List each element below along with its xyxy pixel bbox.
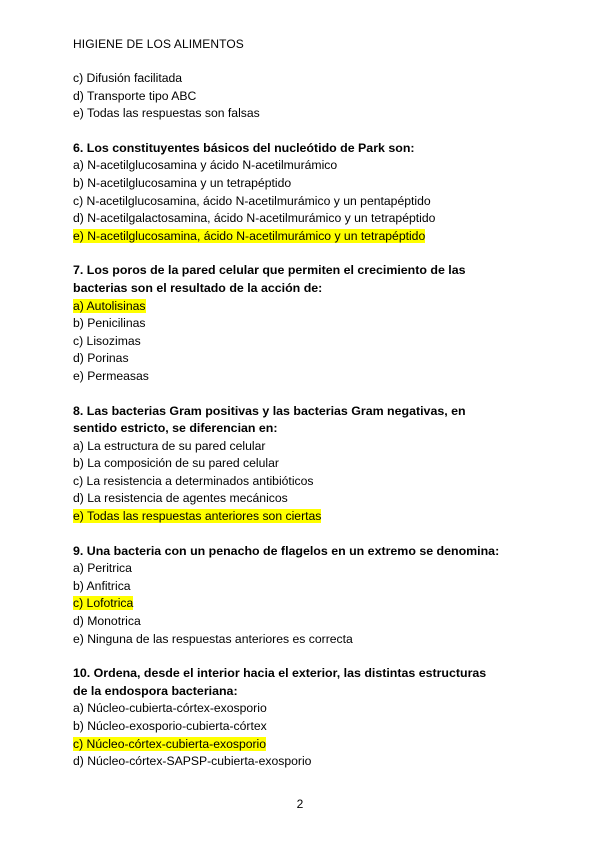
previous-question-options bbox=[73, 70, 533, 123]
answer-option bbox=[73, 473, 533, 491]
page-header: HIGIENE DE LOS ALIMENTOS bbox=[73, 37, 244, 51]
answer-option bbox=[73, 631, 533, 649]
question-text: sentido estricto, se diferencian en: bbox=[73, 421, 278, 436]
page-number: 2 bbox=[296, 797, 304, 811]
answer-option bbox=[73, 438, 533, 456]
question-text: de la endospora bacteriana: bbox=[73, 683, 238, 698]
question-block bbox=[73, 262, 533, 385]
option-line: d) Transporte tipo ABC bbox=[73, 88, 197, 103]
option-text: b) La composición de su pared celular bbox=[73, 456, 279, 471]
option-text: d) N-acetilgalactosamina, ácido N-acetilmurámico y un tetrapéptido bbox=[73, 211, 436, 226]
answer-option bbox=[73, 753, 533, 771]
option-text: d) Monotrica bbox=[73, 614, 141, 629]
question-block bbox=[73, 665, 533, 771]
question-text: 10. Ordena, desde el interior hacia el exterior, las distintas estructuras bbox=[73, 666, 487, 681]
option-text: c) N-acetilglucosamina, ácido N-acetilmurámico y un pentapéptido bbox=[73, 193, 431, 208]
option-text: a) Autolisinas bbox=[73, 298, 146, 313]
option-text: b) Penicilinas bbox=[73, 316, 146, 331]
question-text: 8. Las bacterias Gram positivas y las bacterias Gram negativas, en bbox=[73, 403, 466, 418]
question-text: 6. Los constituyentes básicos del nucleótido de Park son: bbox=[73, 140, 415, 155]
option-text: d) La resistencia de agentes mecánicos bbox=[73, 491, 288, 506]
correct-answer-option bbox=[73, 228, 533, 246]
question-text: bacterias son el resultado de la acción de: bbox=[73, 280, 323, 295]
option-text: a) Núcleo-cubierta-córtex-exosporio bbox=[73, 701, 267, 716]
answer-option bbox=[73, 333, 533, 351]
correct-answer-option bbox=[73, 508, 533, 526]
option-text: e) Permeasas bbox=[73, 368, 149, 383]
answer-option bbox=[73, 560, 533, 578]
answer-option bbox=[73, 157, 533, 175]
answer-option bbox=[73, 210, 533, 228]
correct-answer-option bbox=[73, 736, 533, 754]
answer-option bbox=[73, 578, 533, 596]
correct-answer-option bbox=[73, 298, 533, 316]
question-list bbox=[73, 140, 533, 771]
question-block bbox=[73, 403, 533, 526]
answer-option bbox=[73, 700, 533, 718]
option-text: c) Núcleo-córtex-cubierta-exosporio bbox=[73, 736, 267, 751]
option-text: c) Lofotrica bbox=[73, 596, 134, 611]
option-text: e) N-acetilglucosamina, ácido N-acetilmurámico y un tetrapéptido bbox=[73, 228, 426, 243]
answer-option bbox=[73, 490, 533, 508]
option-text: b) Núcleo-exosporio-cubierta-córtex bbox=[73, 719, 267, 733]
answer-option bbox=[73, 350, 533, 368]
answer-option bbox=[73, 368, 533, 386]
answer-option bbox=[73, 193, 533, 211]
option-text: b) Anfitrica bbox=[73, 578, 131, 593]
option-text: d) Porinas bbox=[73, 351, 129, 366]
option-text: a) La estructura de su pared celular bbox=[73, 438, 266, 453]
option-text: c) Lisozimas bbox=[73, 333, 141, 348]
correct-answer-option bbox=[73, 595, 533, 613]
document-body bbox=[73, 70, 533, 771]
option-text: d) Núcleo-córtex-SAPSP-cubierta-exosporio bbox=[73, 754, 312, 769]
question-block bbox=[73, 543, 533, 649]
option-text: c) La resistencia a determinados antibióticos bbox=[73, 473, 314, 488]
question-text: 7. Los poros de la pared celular que permiten el crecimiento de las bbox=[73, 263, 466, 278]
option-text: e) Todas las respuestas anteriores son ciertas bbox=[73, 509, 322, 524]
option-line: c) Difusión facilitada bbox=[73, 71, 183, 85]
answer-option bbox=[73, 175, 533, 193]
question-text: 9. Una bacteria con un penacho de flagelos en un extremo se denomina: bbox=[73, 543, 500, 558]
answer-option bbox=[73, 455, 533, 473]
answer-option bbox=[73, 613, 533, 631]
answer-option bbox=[73, 315, 533, 333]
answer-option bbox=[73, 718, 533, 736]
option-text: a) N-acetilglucosamina y ácido N-acetilmurámico bbox=[73, 158, 338, 173]
option-line: e) Todas las respuestas son falsas bbox=[73, 106, 260, 121]
option-text: a) Peritrica bbox=[73, 561, 132, 576]
option-text: b) N-acetilglucosamina y un tetrapéptido bbox=[73, 175, 292, 190]
option-text: e) Ninguna de las respuestas anteriores es correcta bbox=[73, 631, 353, 646]
question-block bbox=[73, 140, 533, 246]
